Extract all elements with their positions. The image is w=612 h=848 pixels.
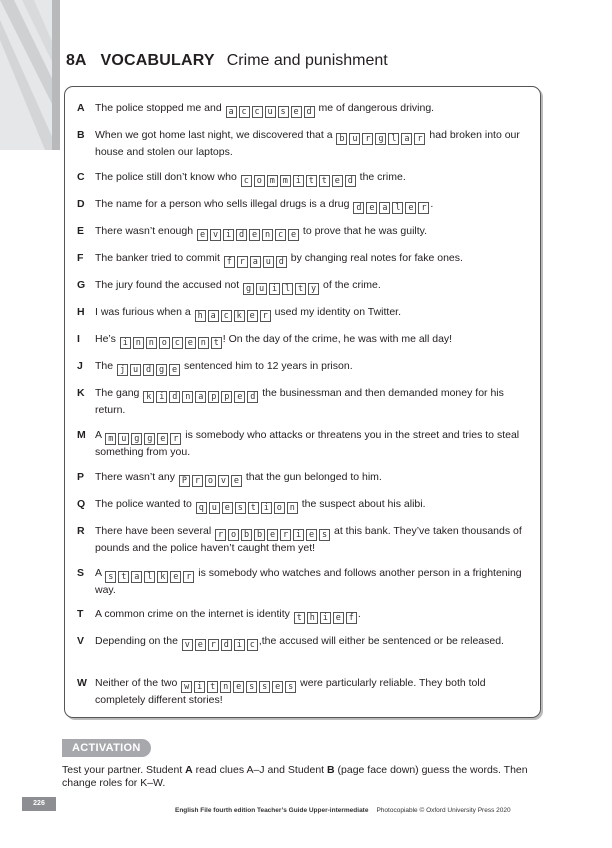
letter-box: a — [226, 106, 237, 118]
answer-boxes — [179, 475, 242, 487]
corner-decoration — [0, 0, 60, 150]
answer-boxes — [196, 502, 298, 514]
letter-box: d — [353, 202, 364, 214]
letter-box: y — [308, 283, 319, 295]
item-sentence-part: There wasn’t any — [95, 471, 175, 483]
exercise-item-g — [77, 278, 525, 295]
letter-box: s — [259, 681, 270, 693]
answer-boxes — [117, 364, 180, 376]
letter-box: f — [224, 256, 235, 268]
item-text — [95, 386, 525, 417]
letter-box: t — [118, 571, 129, 583]
letter-box: p — [208, 391, 219, 403]
item-text — [95, 305, 525, 322]
item-sentence-part: The banker tried to commit — [95, 252, 220, 264]
letter-box: e — [185, 337, 196, 349]
item-letter: V — [77, 635, 85, 647]
item-letter: F — [77, 252, 84, 264]
letter-box: e — [233, 681, 244, 693]
exercise-item-q — [77, 497, 525, 514]
item-sentence-part: of the crime. — [323, 279, 381, 291]
page-number: 226 — [22, 797, 56, 811]
letter-box: d — [304, 106, 315, 118]
item-sentence-part: The name for a person who sells illegal drugs is a drug — [95, 198, 350, 210]
answer-boxes — [294, 612, 357, 624]
letter-box: r — [418, 202, 429, 214]
item-sentence-part: A common crime on the internet is identity — [95, 608, 290, 620]
letter-box: i — [223, 229, 234, 241]
letter-box: l — [144, 571, 155, 583]
answer-boxes — [182, 639, 258, 651]
item-sentence-part: There have been several — [95, 525, 212, 537]
page-header — [66, 52, 388, 70]
letter-box: d — [276, 256, 287, 268]
letter-box: l — [388, 133, 399, 145]
letter-box: k — [234, 310, 245, 322]
item-letter: T — [77, 608, 84, 620]
letter-box: s — [246, 681, 257, 693]
letter-box: g — [131, 433, 142, 445]
letter-box: b — [254, 529, 265, 541]
item-text — [95, 497, 525, 514]
letter-box: c — [275, 229, 286, 241]
item-letter: J — [77, 360, 83, 372]
item-sentence-part: ! On the day of the crime, he was with me all day! — [222, 333, 453, 345]
activation-instructions — [62, 764, 532, 790]
letter-box: b — [241, 529, 252, 541]
exercise-item-f — [77, 251, 525, 268]
exercise-item-a — [77, 101, 525, 118]
letter-box: a — [250, 256, 261, 268]
item-sentence-part: There wasn’t enough — [95, 225, 194, 237]
answer-boxes — [226, 106, 315, 118]
letter-box: e — [333, 612, 344, 624]
letter-box: P — [179, 475, 190, 487]
answer-boxes — [215, 529, 330, 541]
item-sentence-part: The police stopped me and — [95, 102, 222, 114]
item-text — [95, 197, 525, 214]
exercise-item-m — [77, 428, 525, 459]
letter-box: v — [182, 639, 193, 651]
item-letter: D — [77, 198, 85, 210]
letter-box: t — [207, 681, 218, 693]
letter-box: i — [320, 612, 331, 624]
instr-student-a: A — [185, 764, 193, 776]
activation-label: ACTIVATION — [62, 739, 151, 757]
footer-book: English File fourth edition Teacher’s Guide Upper-intermediate — [175, 807, 369, 814]
item-sentence-part: When we got home last night, we discovered that a — [95, 129, 333, 141]
letter-box: r — [280, 529, 291, 541]
letter-box: n — [198, 337, 209, 349]
answer-boxes — [195, 310, 271, 322]
exercise-item-v — [77, 634, 525, 651]
letter-box: c — [172, 337, 183, 349]
item-sentence-part: Neither of the two — [95, 677, 178, 689]
letter-box: e — [405, 202, 416, 214]
item-letter: E — [77, 225, 85, 237]
item-sentence-part: were particularly reliable. They both told completely different stories! — [95, 677, 486, 706]
item-text — [95, 676, 525, 707]
letter-box: o — [205, 475, 216, 487]
letter-box: e — [197, 229, 208, 241]
instr-text-1: Test your partner. Student — [62, 764, 186, 776]
letter-box: n — [220, 681, 231, 693]
letter-box: e — [170, 571, 181, 583]
letter-box: r — [237, 256, 248, 268]
letter-box: e — [332, 175, 343, 187]
letter-box: a — [379, 202, 390, 214]
item-sentence-part: the businessman and then demanded money for his return. — [95, 387, 504, 416]
letter-box: d — [247, 391, 258, 403]
letter-box: u — [256, 283, 267, 295]
letter-box: s — [278, 106, 289, 118]
exercise-item-s — [77, 566, 525, 597]
letter-box: s — [285, 681, 296, 693]
letter-box: r — [208, 639, 219, 651]
item-sentence-part: sentenced him to 12 years in prison. — [183, 360, 353, 372]
item-text — [95, 634, 525, 651]
letter-box: i — [269, 283, 280, 295]
letter-box: j — [117, 364, 128, 376]
letter-box: d — [143, 364, 154, 376]
letter-box: r — [170, 433, 181, 445]
exercise-item-d — [77, 197, 525, 214]
letter-box: i — [120, 337, 131, 349]
item-letter: H — [77, 306, 85, 318]
exercise-item-j — [77, 359, 525, 376]
item-letter: B — [77, 129, 85, 141]
item-sentence-part: The — [95, 360, 114, 372]
letter-box: u — [209, 502, 220, 514]
letter-box: u — [130, 364, 141, 376]
item-sentence-part: Depending on the — [95, 635, 178, 647]
item-sentence-part: ,the accused will either be sentenced or be released. — [258, 635, 504, 647]
exercise-item-w — [77, 676, 525, 707]
item-sentence-part: The police still don’t know who — [95, 171, 237, 183]
item-letter: W — [77, 677, 87, 689]
letter-box: e — [291, 106, 302, 118]
answer-boxes — [197, 229, 299, 241]
letter-box: i — [234, 639, 245, 651]
answer-boxes — [120, 337, 222, 349]
letter-box: s — [105, 571, 116, 583]
letter-box: c — [252, 106, 263, 118]
answer-boxes — [224, 256, 287, 268]
letter-box: t — [294, 612, 305, 624]
letter-box: s — [319, 529, 330, 541]
letter-box: e — [234, 391, 245, 403]
letter-box: r — [215, 529, 226, 541]
letter-box: v — [210, 229, 221, 241]
letter-box: t — [211, 337, 222, 349]
letter-box: l — [392, 202, 403, 214]
item-sentence-part: . — [430, 198, 434, 210]
item-sentence-part: is somebody who attacks or threatens you in the street and tries to steal something from you. — [95, 429, 520, 458]
letter-box: e — [231, 475, 242, 487]
letter-box: u — [263, 256, 274, 268]
topic-title: Crime and punishment — [226, 52, 388, 69]
letter-box: i — [261, 502, 272, 514]
answer-boxes — [105, 433, 181, 445]
letter-box: t — [319, 175, 330, 187]
letter-box: e — [169, 364, 180, 376]
letter-box: s — [235, 502, 246, 514]
item-letter: I — [77, 333, 80, 345]
letter-box: m — [267, 175, 278, 187]
item-sentence-part: The gang — [95, 387, 140, 399]
letter-box: h — [307, 612, 318, 624]
letter-box: d — [169, 391, 180, 403]
item-sentence-part: the crime. — [359, 171, 406, 183]
item-sentence-part: the suspect about his alibi. — [301, 498, 426, 510]
item-sentence-part: to prove that he was guilty. — [302, 225, 428, 237]
item-letter: Q — [77, 498, 86, 510]
item-sentence-part: me of dangerous driving. — [318, 102, 435, 114]
letter-box: o — [228, 529, 239, 541]
letter-box: n — [182, 391, 193, 403]
letter-box: m — [280, 175, 291, 187]
letter-box: e — [267, 529, 278, 541]
footer — [175, 807, 511, 814]
item-sentence-part: is somebody who watches and follows another person in a frightening way. — [95, 567, 522, 596]
letter-box: g — [144, 433, 155, 445]
letter-box: u — [349, 133, 360, 145]
item-text — [95, 524, 525, 555]
item-letter: G — [77, 279, 86, 291]
answer-boxes — [105, 571, 194, 583]
letter-box: a — [401, 133, 412, 145]
item-text — [95, 428, 525, 459]
letter-box: i — [156, 391, 167, 403]
item-text — [95, 224, 525, 241]
item-text — [95, 332, 525, 349]
letter-box: v — [218, 475, 229, 487]
letter-box: r — [414, 133, 425, 145]
item-letter: R — [77, 525, 85, 537]
item-letter: A — [77, 102, 85, 114]
letter-box: n — [287, 502, 298, 514]
letter-box: t — [295, 283, 306, 295]
item-text — [95, 128, 525, 159]
letter-box: i — [194, 681, 205, 693]
item-sentence-part: The police wanted to — [95, 498, 192, 510]
letter-box: c — [239, 106, 250, 118]
letter-box: d — [221, 639, 232, 651]
letter-box: e — [157, 433, 168, 445]
letter-box: r — [183, 571, 194, 583]
letter-box: t — [306, 175, 317, 187]
letter-box: f — [346, 612, 357, 624]
answer-boxes — [353, 202, 429, 214]
item-sentence-part: that the gun belonged to him. — [245, 471, 382, 483]
letter-box: r — [260, 310, 271, 322]
letter-box: a — [131, 571, 142, 583]
item-letter: C — [77, 171, 85, 183]
item-sentence-part: I was furious when a — [95, 306, 191, 318]
item-text — [95, 251, 525, 268]
lesson-code: 8A — [66, 52, 87, 69]
letter-box: w — [181, 681, 192, 693]
answer-boxes — [241, 175, 356, 187]
item-sentence-part: The jury found the accused not — [95, 279, 240, 291]
answer-boxes — [143, 391, 258, 403]
item-sentence-part: A — [95, 429, 102, 441]
answer-boxes — [243, 283, 319, 295]
letter-box: k — [157, 571, 168, 583]
letter-box: c — [221, 310, 232, 322]
letter-box: r — [192, 475, 203, 487]
exercise-item-b — [77, 128, 525, 159]
footer-copyright: Photocopiable © Oxford University Press 2020 — [376, 807, 511, 814]
item-sentence-part: had broken into our house and stolen our laptops. — [95, 129, 520, 158]
item-text — [95, 101, 525, 118]
letter-box: o — [159, 337, 170, 349]
item-sentence-part: A — [95, 567, 102, 579]
letter-box: p — [221, 391, 232, 403]
letter-box: d — [236, 229, 247, 241]
exercise-item-h — [77, 305, 525, 322]
letter-box: l — [282, 283, 293, 295]
letter-box: g — [156, 364, 167, 376]
letter-box: n — [133, 337, 144, 349]
item-text — [95, 170, 525, 187]
item-sentence-part: used my identity on Twitter. — [274, 306, 402, 318]
instr-text-2: read clues A–J and Student — [192, 764, 328, 776]
letter-box: n — [262, 229, 273, 241]
letter-box: r — [362, 133, 373, 145]
letter-box: i — [293, 529, 304, 541]
exercise-item-p — [77, 470, 525, 487]
letter-box: h — [195, 310, 206, 322]
letter-box: e — [249, 229, 260, 241]
item-sentence-part: He’s — [95, 333, 116, 345]
answer-boxes — [181, 681, 296, 693]
item-letter: K — [77, 387, 85, 399]
exercise-item-i — [77, 332, 525, 349]
letter-box: c — [241, 175, 252, 187]
letter-box: e — [222, 502, 233, 514]
letter-box: u — [265, 106, 276, 118]
item-sentence-part: at this bank. They’ve taken thousands of pounds and the police haven’t caught them yet! — [95, 525, 522, 554]
section-title: VOCABULARY — [100, 52, 215, 69]
letter-box: e — [272, 681, 283, 693]
letter-box: e — [306, 529, 317, 541]
item-text — [95, 607, 525, 624]
instr-student-b: B — [327, 764, 335, 776]
answer-boxes — [336, 133, 425, 145]
letter-box: o — [274, 502, 285, 514]
letter-box: g — [375, 133, 386, 145]
letter-box: a — [208, 310, 219, 322]
letter-box: u — [118, 433, 129, 445]
letter-box: m — [105, 433, 116, 445]
exercise-item-c — [77, 170, 525, 187]
item-text — [95, 470, 525, 487]
letter-box: d — [345, 175, 356, 187]
exercise-item-e — [77, 224, 525, 241]
letter-box: g — [243, 283, 254, 295]
letter-box: i — [293, 175, 304, 187]
item-sentence-part: by changing real notes for fake ones. — [290, 252, 463, 264]
letter-box: b — [336, 133, 347, 145]
item-letter: M — [77, 429, 86, 441]
exercise-item-r — [77, 524, 525, 555]
letter-box: t — [248, 502, 259, 514]
exercise-panel — [64, 86, 541, 718]
letter-box: n — [146, 337, 157, 349]
item-text — [95, 278, 525, 295]
letter-box: k — [143, 391, 154, 403]
letter-box: e — [247, 310, 258, 322]
letter-box: o — [254, 175, 265, 187]
letter-box: q — [196, 502, 207, 514]
letter-box: a — [195, 391, 206, 403]
letter-box: e — [366, 202, 377, 214]
item-text — [95, 359, 525, 376]
item-letter: P — [77, 471, 85, 483]
exercise-item-k — [77, 386, 525, 417]
item-sentence-part: . — [357, 608, 361, 620]
exercise-item-t — [77, 607, 525, 624]
item-letter: S — [77, 567, 85, 579]
item-text — [95, 566, 525, 597]
instr-text-3: (page face down) guess the words. Then change roles for K–W. — [62, 764, 528, 789]
letter-box: e — [195, 639, 206, 651]
letter-box: e — [288, 229, 299, 241]
letter-box: c — [247, 639, 258, 651]
